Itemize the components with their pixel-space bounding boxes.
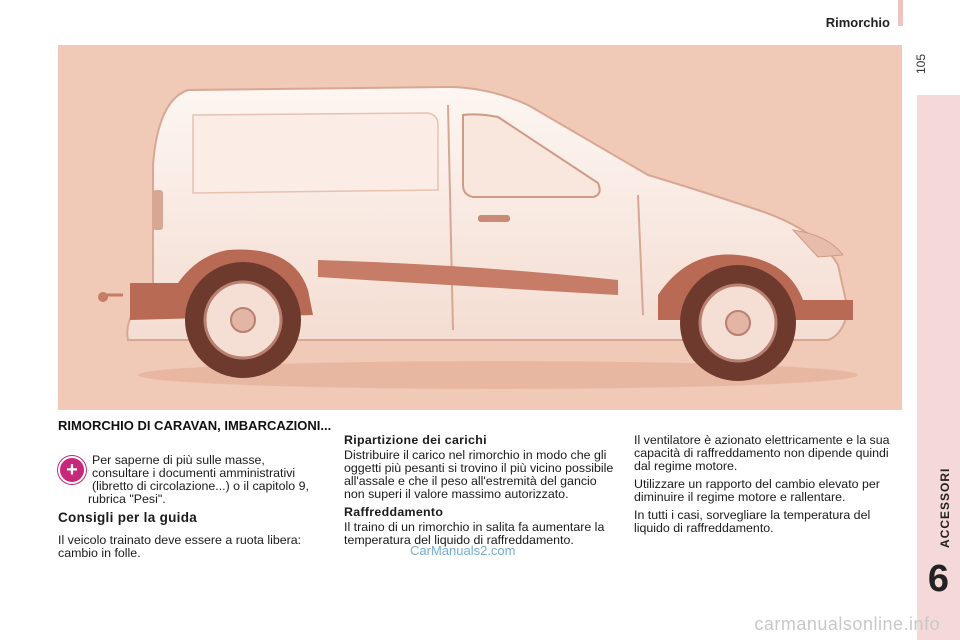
watermark-middle: CarManuals2.com bbox=[410, 543, 516, 558]
right-column bbox=[634, 434, 906, 540]
middle-column bbox=[344, 434, 620, 552]
driving-tips-text: Il veicolo trainato deve essere a ruota libera: cambio in folle. bbox=[58, 533, 302, 560]
plus-icon: + bbox=[58, 456, 86, 484]
front-wheel bbox=[680, 265, 796, 381]
temperature-paragraph: In tutti i casi, sorvegliare la temperatura del liquido di raffreddamento. bbox=[634, 508, 871, 535]
page-header-title: Rimorchio bbox=[825, 15, 890, 30]
load-distribution-heading: Ripartizione dei carichi bbox=[344, 433, 487, 447]
cooling-heading: Raffreddamento bbox=[344, 505, 444, 519]
info-note-text: Per saperne di più sulle masse, consultare i documenti amministrativi (libretto di circolazione...) o il capitolo 9, rubrica "Pesi". bbox=[88, 453, 309, 506]
van-illustration bbox=[58, 45, 902, 410]
cargo-panel bbox=[193, 113, 438, 193]
chapter-label: ACCESSORI bbox=[938, 467, 952, 548]
gear-paragraph: Utilizzare un rapporto del cambio elevato per diminuire il regime motore e rallentare. bbox=[634, 477, 880, 504]
section-title: RIMORCHIO DI CARAVAN, IMBARCAZIONI... bbox=[58, 418, 332, 433]
door-handle bbox=[478, 215, 510, 222]
chapter-number: 6 bbox=[927, 558, 950, 600]
left-column bbox=[58, 454, 320, 565]
driving-tips-heading: Consigli per la guida bbox=[58, 510, 198, 525]
tow-ball bbox=[98, 292, 108, 302]
watermark-bottom: carmanualsonline.info bbox=[754, 614, 940, 634]
page-number: 105 bbox=[914, 53, 928, 74]
header-tick bbox=[898, 0, 903, 26]
fan-paragraph: Il ventilatore è azionato elettricamente e la sua capacità di raffreddamento non dipende quindi dal regime motore. bbox=[634, 433, 890, 473]
load-distribution-text: Distribuire il carico nel rimorchio in modo che gli oggetti più pesanti si trovino il più vicino possibile all'assale e che il peso all'estremità del gancio non superi il valore massimo autorizzato. bbox=[344, 448, 614, 501]
rear-wheel bbox=[185, 262, 301, 378]
cooling-text: Il traino di un rimorchio in salita fa aumentare la temperatura del liquido di raffreddamento. bbox=[344, 520, 605, 547]
van-drawing bbox=[58, 45, 902, 410]
tail-light bbox=[153, 190, 163, 230]
